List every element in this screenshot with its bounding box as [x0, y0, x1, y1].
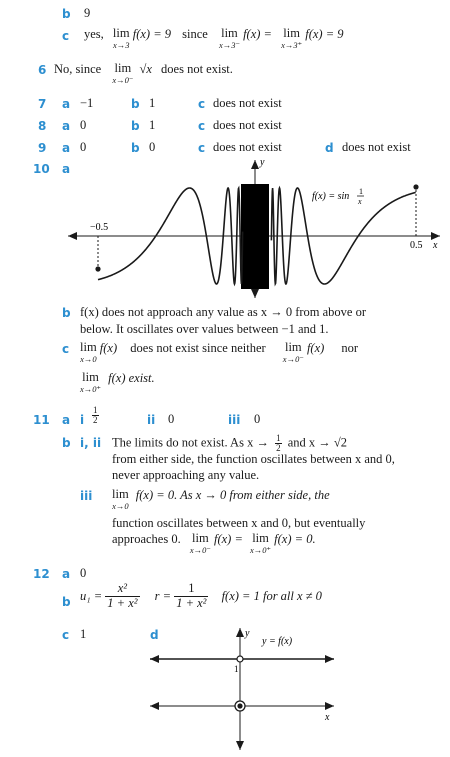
q12-b-u1: u₁ =: [80, 588, 103, 603]
q10-sin-graph: [60, 150, 450, 302]
x-axis-left-arrow: [150, 702, 159, 710]
q5-c-fx: f(x) = 9: [132, 27, 171, 41]
q5-c-limit-3: [281, 27, 302, 49]
q8-a-value: 0: [80, 118, 87, 132]
q9-d-value: does not exist: [342, 140, 411, 154]
q11-b-iii-limit-3: [250, 532, 271, 554]
origin-point: [237, 703, 242, 708]
q7-c-value: does not exist: [213, 96, 282, 110]
q10-c-limit-1: [80, 341, 97, 363]
q9-a-value: 0: [80, 140, 87, 154]
q10-c-limit-3: [80, 371, 101, 393]
q12-c-value: 1: [80, 627, 87, 641]
q5-c-fx-end: f(x) = 9: [305, 27, 344, 41]
q8-c-value: does not exist: [213, 118, 282, 132]
q11-b-iii-line2: function oscillates between x and 0, but eventually: [112, 516, 366, 530]
lim-word: lim: [284, 340, 302, 354]
q12-d-label: d: [150, 628, 159, 642]
frac-num: x²: [105, 582, 139, 597]
q10-a-label: a: [62, 162, 71, 176]
oscillation-band: [241, 184, 269, 289]
q5-c-fx-eq: f(x) =: [243, 27, 272, 41]
lim-sub: x→0⁺: [80, 383, 102, 394]
q5-b-value: 9: [84, 6, 91, 20]
q11-b-iii-line3-a: approaches 0.: [112, 532, 181, 546]
q6-sqrt: √x: [139, 62, 152, 76]
q12-number: 12: [33, 567, 50, 581]
q6-text-a: No, since: [54, 62, 102, 76]
function-left-arrow: [150, 655, 159, 663]
lim-word: lim: [221, 26, 238, 40]
lim-sub: x→3: [112, 39, 130, 50]
q11-b-iii-text1: f(x) = 0. As x → 0 from either side, the: [135, 488, 330, 502]
q10-c-nor: nor: [341, 341, 359, 355]
q12-b-fx: f(x) = 1 for all x ≠ 0: [221, 588, 322, 603]
y-axis-label: y: [260, 157, 265, 168]
q12-d-graph: [140, 624, 350, 754]
curve-label-num: 1: [359, 187, 363, 196]
q11-a-label: a: [62, 413, 71, 427]
q7-c-label: c: [198, 97, 206, 111]
lim-sub: x→0⁻: [282, 353, 304, 364]
lim-sub: x→3⁺: [281, 39, 303, 50]
q6-limit: [112, 62, 133, 84]
q5-b-label: b: [62, 7, 71, 21]
q5-c-label: c: [62, 29, 70, 43]
lim-word: lim: [114, 61, 132, 75]
lim-sub: x→0: [112, 500, 129, 511]
lim-word: lim: [82, 370, 99, 384]
q11-b-line2: from either side, the function oscillates between x and 0,: [112, 452, 395, 466]
tick-left: −0.5: [90, 222, 109, 233]
lim-word: lim: [283, 26, 300, 40]
q10-b-line1: f(x) does not approach any value as x → 0 from above or: [80, 305, 367, 319]
q7-b-value: 1: [149, 96, 156, 110]
q12-b-frac1: [105, 582, 139, 611]
q12-b-r: r =: [154, 588, 172, 603]
q8-number: 8: [38, 119, 47, 133]
q5-c-answer: [84, 27, 344, 49]
right-endpoint: [413, 184, 418, 189]
q11-number: 11: [33, 413, 50, 427]
q11-a-i-value: [92, 406, 99, 425]
curve-label-den: x: [358, 197, 362, 206]
y-axis-label: y: [245, 628, 250, 639]
q10-c-label: c: [62, 342, 70, 356]
frac-num: 1: [174, 582, 208, 597]
open-point: [237, 656, 243, 662]
lim-word: lim: [192, 531, 209, 545]
curve-label: f(x) = sin: [312, 191, 350, 202]
q11-a-iii-label: iii: [228, 413, 241, 427]
q10-number: 10: [33, 162, 50, 176]
q5-c-since: since: [182, 27, 208, 41]
q10-c-line2: [80, 371, 155, 393]
tick-1: 1: [234, 664, 239, 674]
q11-b-iii-line3-b: f(x) =: [214, 532, 243, 546]
q6-answer: [54, 62, 233, 84]
q10-c-exist: f(x) exist.: [108, 371, 155, 385]
q11-b-iii-limit-2: [190, 532, 211, 554]
frac-den: 1 + x²: [176, 595, 207, 610]
q11-b-iii-line3-c: f(x) = 0.: [274, 532, 316, 546]
q11-b-sub-label: i, ii: [80, 436, 102, 450]
tick-right: 0.5: [410, 240, 423, 251]
q12-b-label: b: [62, 595, 71, 609]
y-axis-up-arrow: [236, 628, 244, 637]
q9-b-label: b: [131, 141, 140, 155]
y-axis-down-arrow: [236, 741, 244, 750]
q11-b-iii-limit: [112, 488, 129, 510]
q7-number: 7: [38, 97, 47, 111]
frac-den: 2: [276, 443, 281, 453]
q10-b-label: b: [62, 306, 71, 320]
q10-c-fx: f(x): [99, 341, 118, 355]
lim-word: lim: [112, 26, 130, 40]
lim-sub: x→0⁻: [189, 544, 211, 555]
q10-c-line1: [80, 341, 358, 363]
lim-sub: x→0: [80, 353, 97, 364]
frac-num: 1: [276, 433, 281, 443]
q12-a-label: a: [62, 567, 71, 581]
lim-sub: x→0⁻: [112, 74, 134, 85]
q7-a-label: a: [62, 97, 71, 111]
frac-den: 1 + x²: [107, 595, 138, 610]
y-axis-up-arrow: [251, 160, 259, 169]
x-axis-right-arrow: [325, 702, 334, 710]
q9-number: 9: [38, 141, 47, 155]
q11-a-i-label: i: [80, 413, 85, 427]
q11-b-half: [275, 434, 282, 453]
q9-b-value: 0: [149, 140, 156, 154]
q5-c-limit-2: [219, 27, 240, 49]
q8-b-label: b: [131, 119, 140, 133]
q5-c-limit-1: [113, 27, 130, 49]
q6-text-b: does not exist.: [161, 62, 233, 76]
q12-b-formula: [80, 582, 322, 611]
q5-c-yes: yes,: [84, 27, 104, 41]
q10-c-text1: does not exist since neither: [130, 341, 266, 355]
q9-c-label: c: [198, 141, 206, 155]
q11-b-iii-line1: [112, 488, 330, 510]
x-axis-left-arrow: [68, 232, 77, 240]
q9-d-label: d: [325, 141, 334, 155]
q9-c-value: does not exist: [213, 140, 282, 154]
x-axis-label: x: [325, 712, 330, 723]
q11-b-line1-a: The limits do not exist. As x →: [112, 435, 269, 450]
q9-a-label: a: [62, 141, 71, 155]
x-axis-label: x: [433, 240, 438, 251]
q8-b-value: 1: [149, 118, 156, 132]
q11-b-line3: never approaching any value.: [112, 468, 260, 482]
function-label: y = f(x): [262, 636, 293, 647]
lim-word: lim: [252, 531, 269, 545]
q10-c-fx-2: f(x): [306, 341, 325, 355]
q8-c-label: c: [198, 119, 206, 133]
lim-word: lim: [80, 340, 97, 354]
lim-word: lim: [112, 487, 129, 501]
q10-b-line2: below. It oscillates over values between −1 and 1.: [80, 322, 329, 336]
q11-b-iii-label: iii: [80, 489, 93, 503]
lim-sub: x→0⁺: [250, 544, 272, 555]
q7-a-value: −1: [80, 96, 94, 110]
q11-b-line1: [112, 434, 347, 453]
q11-b-iii-line3: [112, 532, 316, 554]
q11-a-ii-label: ii: [147, 413, 156, 427]
q11-b-label: b: [62, 436, 71, 450]
q11-a-iii-value: 0: [254, 412, 261, 426]
q11-a-ii-value: 0: [168, 412, 175, 426]
q12-c-label: c: [62, 628, 70, 642]
y-axis-down-arrow: [251, 289, 259, 298]
q11-b-line1-b: and x → √2: [287, 435, 347, 450]
function-right-arrow: [325, 655, 334, 663]
x-axis-right-arrow: [431, 232, 440, 240]
q12-b-frac2: [174, 582, 208, 611]
lim-sub: x→3⁻: [218, 39, 240, 50]
q6-number: 6: [38, 63, 47, 77]
q7-b-label: b: [131, 97, 140, 111]
q12-a-value: 0: [80, 566, 87, 580]
q8-a-label: a: [62, 119, 71, 133]
q10-c-limit-2: [283, 341, 304, 363]
frac-den: 2: [93, 415, 98, 425]
frac-num: 1: [93, 405, 98, 415]
left-endpoint: [95, 266, 100, 271]
